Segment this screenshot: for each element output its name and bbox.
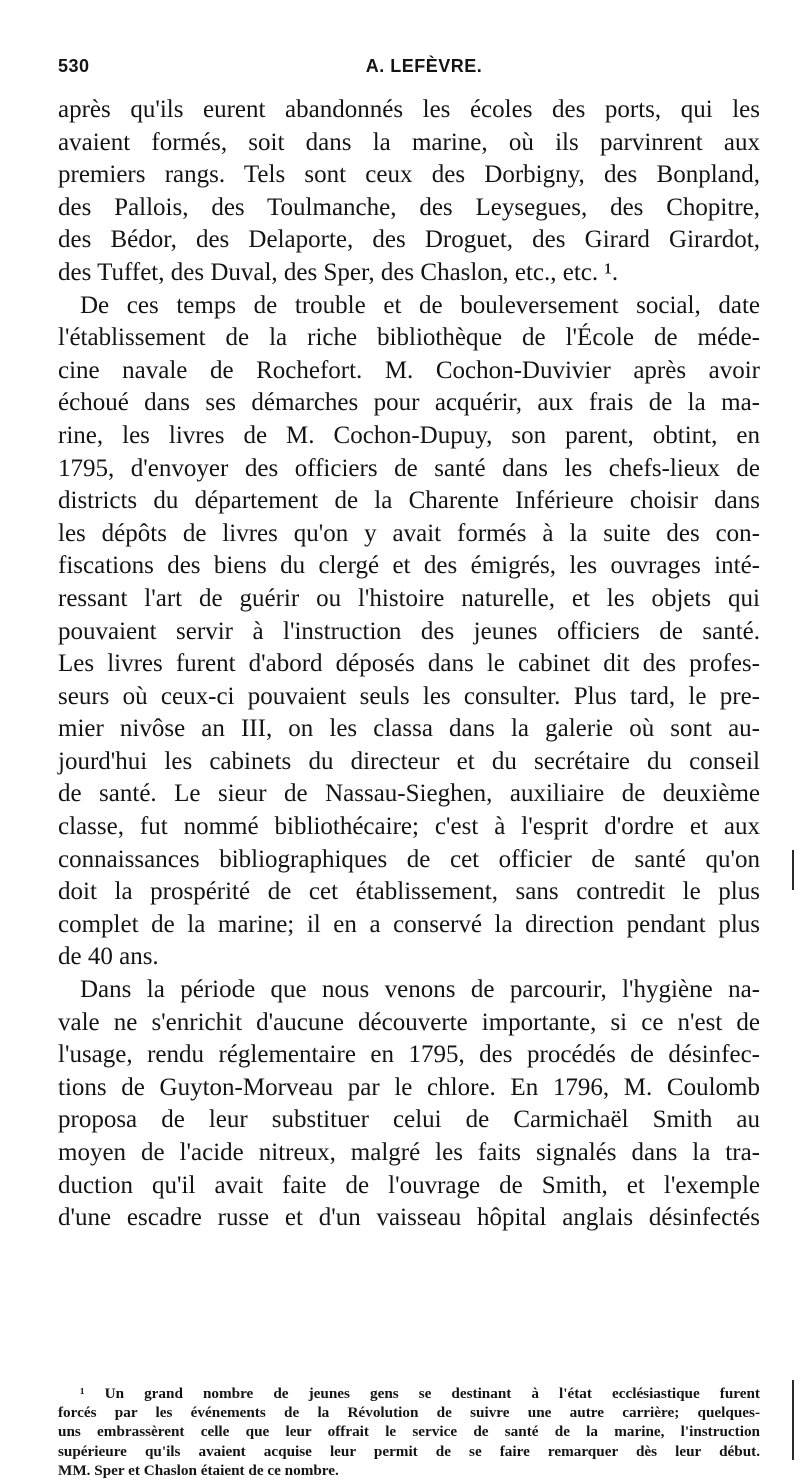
text-line: des Pallois, des Toulmanche, des Leysegues, des Chopitre, — [58, 193, 760, 221]
body-text — [58, 94, 760, 1235]
text-line: rine, les livres de M. Cochon-Dupuy, son parent, obtint, en — [58, 421, 760, 449]
running-title: A. LEFÈVRE. — [365, 56, 483, 76]
text-line: de 40 ans. — [58, 943, 159, 971]
text-line: complet de la marine; il en a conservé la direction pendant plus — [58, 910, 760, 938]
text-line: doit la prospérité de cet établissement, sans contredit le plus — [58, 878, 760, 906]
text-line: cine navale de Rochefort. M. Cochon-Duvivier après avoir — [58, 356, 760, 384]
footnote-line: ¹ Un grand nombre de jeunes gens se destinant à l'état ecclésiastique furent — [80, 1385, 760, 1402]
text-line: les dépôts de livres qu'on y avait formés à la suite des con- — [58, 519, 760, 547]
text-line: classe, fut nommé bibliothécaire; c'est à l'esprit d'ordre et aux — [58, 813, 760, 841]
text-line: premiers rangs. Tels sont ceux des Dorbigny, des Bonpland, — [58, 161, 760, 189]
running-header — [58, 56, 760, 82]
text-line: 1795, d'envoyer des officiers de santé dans les chefs-lieux de — [58, 454, 760, 482]
text-line: duction qu'il avait faite de l'ouvrage de Smith, et l'exemple — [58, 1171, 760, 1199]
text-line: ressant l'art de guérir ou l'histoire naturelle, et les objets qui — [58, 584, 760, 612]
text-line: après qu'ils eurent abandonnés les écoles des ports, qui les — [58, 96, 760, 123]
text-line: échoué dans ses démarches pour acquérir, aux frais de la ma- — [58, 389, 760, 417]
text-line: proposa de leur substituer celui de Carmichaël Smith au — [58, 1106, 760, 1134]
scan-edge-mark — [792, 850, 794, 890]
text-line: avaient formés, soit dans la marine, où ils parvinrent aux — [58, 128, 760, 156]
page-number: 530 — [58, 56, 90, 76]
text-line: des Bédor, des Delaporte, des Droguet, des Girard Girardot, — [58, 226, 760, 254]
text-line: d'une escadre russe et d'un vaisseau hôpital anglais désinfectés — [58, 1204, 760, 1232]
text-line: de santé. Le sieur de Nassau-Sieghen, auxiliaire de deuxième — [58, 780, 760, 808]
footnote-line: uns embrassèrent celle que leur offrait le service de santé de la marine, l'instruction — [58, 1423, 760, 1441]
text-line: jourd'hui les cabinets du directeur et du secrétaire du conseil — [58, 747, 760, 775]
text-line: tions de Guyton-Morveau par le chlore. En 1796, M. Coulomb — [58, 1073, 760, 1101]
text-line: districts du département de la Charente Inférieure choisir dans — [58, 487, 760, 515]
text-line: des Tuffet, des Duval, des Sper, des Chaslon, etc., etc. ¹. — [58, 258, 619, 286]
text-line: moyen de l'acide nitreux, malgré les faits signalés dans la tra- — [58, 1139, 760, 1166]
paragraph-start-line: De ces temps de trouble et de bouleversement social, date — [80, 291, 760, 319]
text-line: vale ne s'enrichit d'aucune découverte importante, si ce n'est de — [58, 1008, 760, 1036]
footnote-line: supérieure qu'ils avaient acquise leur permit de se faire remarquer dès leur début. — [58, 1442, 760, 1460]
paragraph-start-line: Dans la période que nous venons de parcourir, l'hygiène na- — [80, 976, 760, 1004]
text-line: seurs où ceux-ci pouvaient seuls les consulter. Plus tard, le pre- — [58, 682, 760, 710]
text-line: fiscations des biens du clergé et des émigrés, les ouvrages inté- — [58, 552, 760, 580]
text-line: mier nivôse an III, on les classa dans la galerie où sont au- — [58, 715, 760, 743]
footnote-line: MM. Sper et Chaslon étaient de ce nombre. — [58, 1461, 339, 1479]
text-line: l'établissement de la riche bibliothèque de l'École de méde- — [58, 324, 760, 352]
scan-edge-mark — [792, 1380, 794, 1460]
text-line: connaissances bibliographiques de cet officier de santé qu'on — [58, 845, 760, 873]
footnote-line: forcés par les événements de la Révolution de suivre une autre carrière; quelques- — [58, 1404, 760, 1422]
text-line: Les livres furent d'abord déposés dans le cabinet dit des profes- — [58, 650, 760, 678]
text-line: pouvaient servir à l'instruction des jeunes officiers de santé. — [58, 617, 760, 645]
text-line: l'usage, rendu réglementaire en 1795, des procédés de désinfec- — [58, 1041, 760, 1069]
